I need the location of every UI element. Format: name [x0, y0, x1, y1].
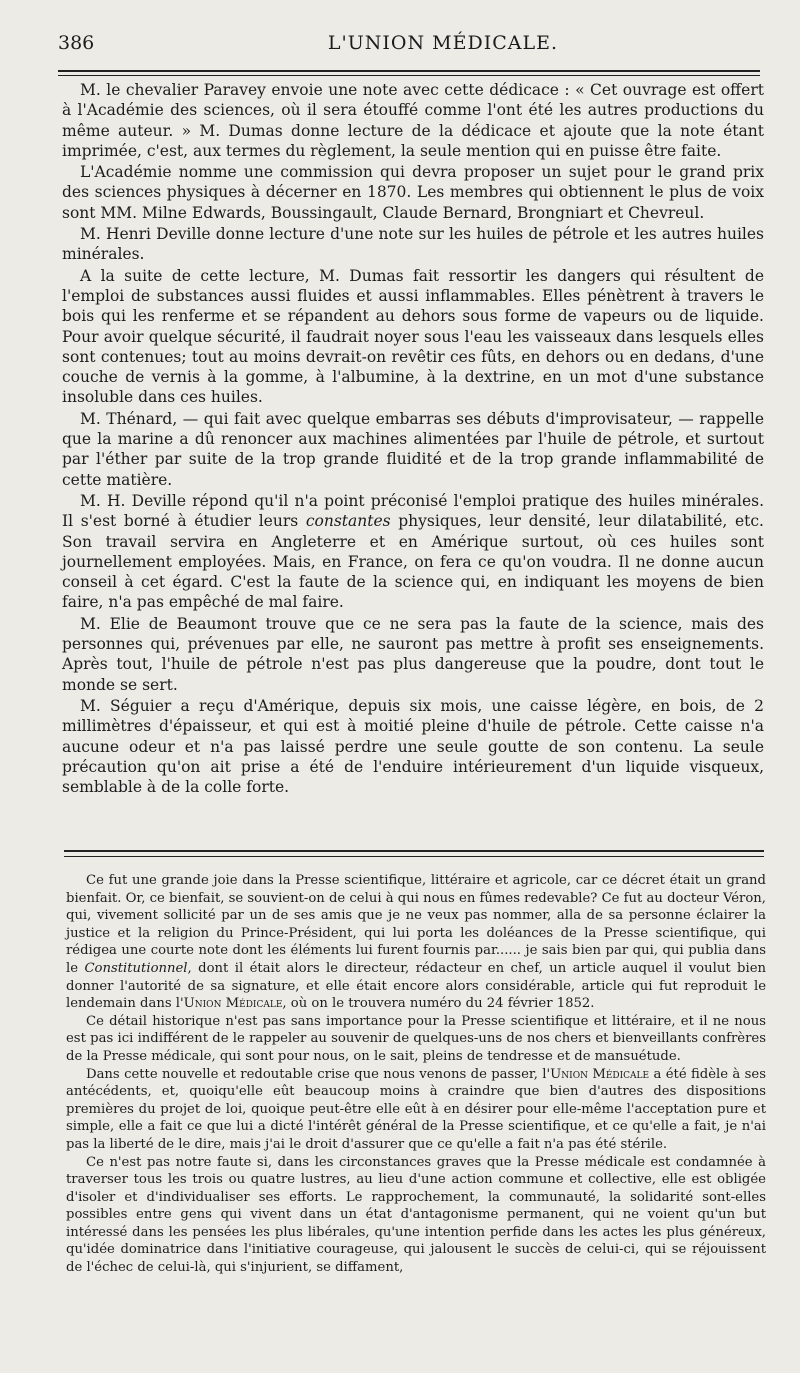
footnote-paragraph — [66, 1066, 766, 1154]
paragraph: M. Henri Deville donne lecture d'une note sur les huiles de pétrole et les autres huiles minérales. — [62, 225, 764, 264]
section-rule — [64, 850, 764, 857]
footnote-paragraph: Ce détail historique n'est pas sans importance pour la Presse scientifique et littéraire, et il ne nous est pas ici indifférent de le rappeler au souvenir de quelques-uns de nos chers et bienveillants confrères de la Presse médicale, qui sont pour nous, on le sait, pleins de tendresse et de mansuétude. — [66, 1013, 766, 1064]
emphasis: Constitutionnel — [84, 960, 188, 976]
main-text — [62, 80, 764, 798]
running-header — [58, 32, 758, 62]
emphasis: constantes — [305, 512, 391, 531]
page-number: 386 — [58, 32, 95, 54]
text-run: Ce fut une grande joie dans la Presse scientifique, littéraire et agricole, car ce décret était un grand bienfait. Or, ce bienfait, se souvient-on de celui à qui nous en fûmes redevable? Ce fut au docteur Véron, qui, vivement sollicité par un de ses amis que je ne veux pas nommer, alla de sa personne éclairer la justice et la religion du Prince-Président, qui lui porta les doléances de la Presse scientifique, qui rédigea une courte note dont les éléments lui furent fournis par...... je sais bien par qui, qui publia dans le — [66, 873, 766, 976]
paragraph: L'Académie nomme une commission qui devra proposer un sujet pour le grand prix des sciences physiques à décerner en 1870. Les membres qui obtiennent le plus de voix sont MM. Milne Edwards, Boussingault, Claude Bernard, Brongniart et Chevreul. — [62, 163, 764, 222]
paragraph: M. le chevalier Paravey envoie une note avec cette dédicace : « Cet ouvrage est offert à l'Académie des sciences, où il sera étouffé comme l'ont été les autres productions du même auteur. » M. Dumas donne lecture de la dédicace et ajoute que la note étant imprimée, c'est, aux termes du règlement, la seule mention qui en puisse être faite. — [62, 81, 764, 160]
header-rule — [58, 70, 760, 76]
paragraph — [62, 491, 764, 613]
paragraph: M. Thénard, — qui fait avec quelque embarras ses débuts d'improvisateur, — rappelle que la marine a dû renoncer aux machines alimentées par l'huile de pétrole, et surtout par l'éther par suite de la trop grande fluidité et de la trop grande inflammabilité de cette matière. — [62, 409, 764, 489]
paragraph: A la suite de cette lecture, M. Dumas fait ressortir les dangers qui résultent de l'emploi de substances aussi fluides et aussi inflammables. Elles pénètrent à travers le bois qui les renferme et se répandent au dehors sous forme de vapeurs ou de liquide. Pour avoir quelque sécurité, il faudrait noyer sous l'eau les vaisseaux dans lesquels elles sont contenues; tout au moins devrait-on revêtir ces fûts, en dehors ou en dedans, d'une couche de vernis à la gomme, à l'albumine, à la dextrine, en un mot d'une substance insoluble dans ces huiles. — [62, 266, 764, 407]
text-run: , dont il était alors le directeur, rédacteur en chef, un article auquel il voulut bien donner l'autorité de sa signature, et elle était encore alors considérable, article qui fut reproduit le lendemain dans l' — [66, 960, 766, 1012]
paragraph: M. Elie de Beaumont trouve que ce ne sera pas la faute de la science, mais des personnes qui, prévenues par elle, ne sauront pas mettre à profit ses enseignements. Après tout, l'huile de pétrole n'est pas plus dangereuse que la poudre, dont tout le monde se sert. — [62, 614, 764, 694]
text-run: M. H. Deville répond qu'il n'a point préconisé l'emploi pratique des huiles minérales. Il s'est borné à étudier leurs — [62, 491, 764, 531]
footnote-paragraph — [66, 872, 766, 1013]
text-run: Dans cette nouvelle et redoutable crise que nous venons de passer, l' — [86, 1066, 551, 1082]
text-run: physiques, leur densité, leur dilatabilité, etc. Son travail servira en Angleterre et en Amérique surtout, où ces huiles sont journellement employées. Mais, en France, on fera ce qu'on voudra. Il ne donne aucun conseil à cet égard. C'est la faute de la science qui, en indiquant les moyens de bien faire, n'a pas empêché de mal faire. — [62, 512, 764, 612]
paragraph: M. Séguier a reçu d'Amérique, depuis six mois, une caisse légère, en bois, de 2 millimètres d'épaisseur, et qui est à moitié pleine d'huile de pétrole. Cette caisse n'a aucune odeur et n'a pas laissé perdre une seule goutte de son contenu. La seule précaution qu'on ait prise a été de l'enduire intérieurement d'un liquide visqueux, semblable à de la colle forte. — [62, 696, 764, 797]
text-run: , où on le trouvera numéro du 24 février 1852. — [282, 996, 595, 1012]
footnotes — [66, 872, 766, 1277]
small-caps-title: Union Médicale — [550, 1066, 650, 1082]
journal-title: L'UNION MÉDICALE. — [327, 32, 558, 54]
text-run: a été fidèle à ses antécédents, et, quoiqu'elle eût beaucoup moins à craindre que bien d'autres des dispositions premières du projet de loi, quoique peut-être elle eût à en désirer pour elle-même l'acceptation pure et simple, elle a fait ce que lui a dicté l'intérêt général de la Presse scientifique, et ce qu'elle a fait, je n'ai pas la liberté de le dire, mais j'ai le droit d'assurer que ce qu'elle a fait n'a pas été stérile. — [66, 1066, 767, 1152]
footnote-paragraph: Ce n'est pas notre faute si, dans les circonstances graves que la Presse médicale est condamnée à traverser tous les trois ou quatre lustres, au lieu d'une action commune et collective, elle est obligée d'isoler et d'individualiser ses efforts. Le rapprochement, la communauté, la solidarité sont-elles possibles entre gens qui vivent dans un état d'antagonisme permanent, qui ne voient qu'un but intéressé dans les pensées les plus libérales, qu'une intention perfide dans les actes les plus généreux, qu'idée dominatrice dans l'initiative courageuse, qui jalousent le succès de celui-ci, qui se réjouissent de l'échec de celui-là, qui s'injurient, se diffament, — [66, 1154, 766, 1276]
small-caps-title: Union Médicale — [183, 996, 283, 1012]
